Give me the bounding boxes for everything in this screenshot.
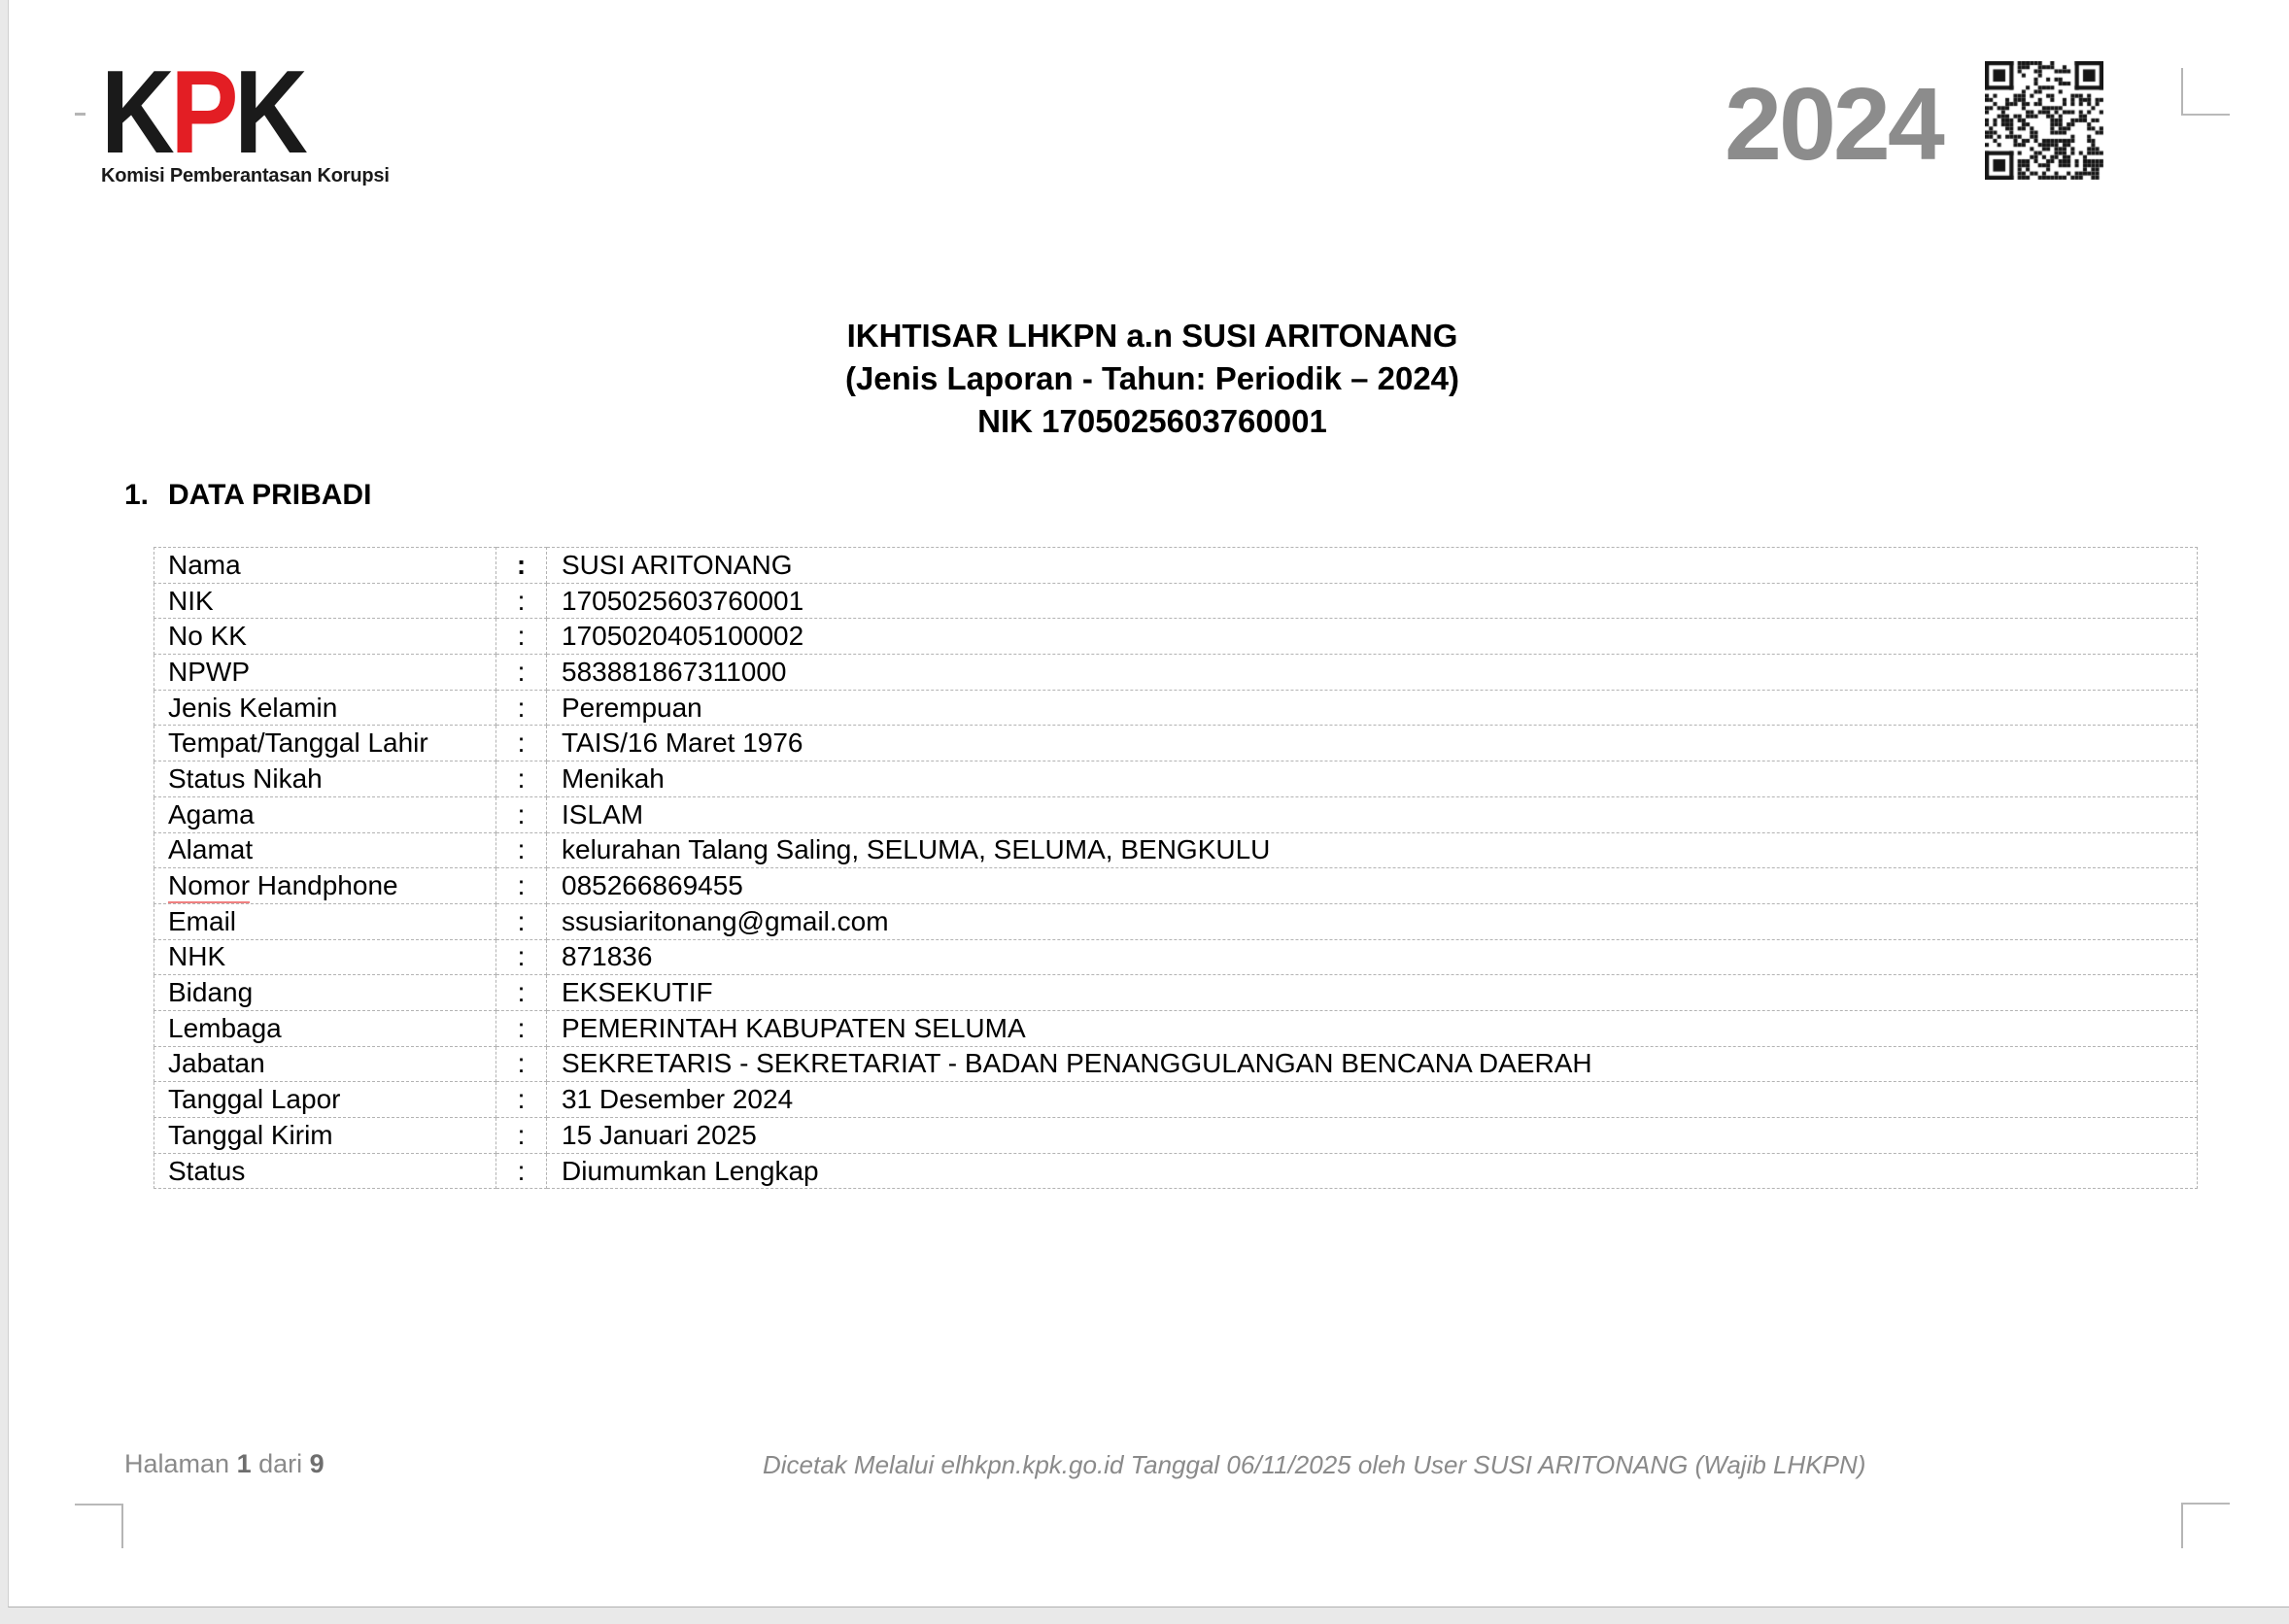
field-separator: : [496, 1082, 547, 1118]
table-row [154, 1153, 2198, 1189]
field-label: Jenis Kelamin [154, 690, 496, 726]
table-row [154, 1010, 2198, 1046]
personal-data-table [154, 547, 2198, 1189]
title-line-2: (Jenis Laporan - Tahun: Periodik – 2024) [844, 360, 1460, 396]
table-row [154, 583, 2198, 619]
table-row [154, 1082, 2198, 1118]
table-row [154, 796, 2198, 832]
page-total: 9 [309, 1449, 325, 1478]
field-value: 1705020405100002 [547, 619, 2198, 655]
table-row [154, 832, 2198, 868]
table-row [154, 975, 2198, 1011]
field-separator: : [496, 655, 547, 691]
field-value: EKSEKUTIF [547, 975, 2198, 1011]
table-row [154, 655, 2198, 691]
field-separator: : [496, 583, 547, 619]
field-separator: : [496, 1046, 547, 1082]
title-line-1: IKHTISAR LHKPN a.n SUSI ARITONANG [846, 318, 1458, 354]
table-row [154, 903, 2198, 939]
field-label: Tempat/Tanggal Lahir [154, 726, 496, 761]
field-value: kelurahan Talang Saling, SELUMA, SELUMA, BENGKULU [547, 832, 2198, 868]
field-label: Tanggal Lapor [154, 1082, 496, 1118]
field-label: Alamat [154, 832, 496, 868]
field-label: Lembaga [154, 1010, 496, 1046]
title-line-3: NIK 1705025603760001 [977, 403, 1327, 439]
field-label: Tanggal Kirim [154, 1118, 496, 1154]
field-value: 085266869455 [547, 868, 2198, 904]
field-separator: : [496, 975, 547, 1011]
field-label: NIK [154, 583, 496, 619]
field-separator: : [496, 761, 547, 797]
table-row [154, 548, 2198, 584]
field-value: 15 Januari 2025 [547, 1118, 2198, 1154]
table-row [154, 726, 2198, 761]
report-year-badge: 2024 [1725, 67, 1942, 182]
field-separator: : [496, 1153, 547, 1189]
field-separator: : [496, 619, 547, 655]
field-value: 871836 [547, 939, 2198, 975]
table-row [154, 619, 2198, 655]
field-separator: : [496, 726, 547, 761]
field-value: 31 Desember 2024 [547, 1082, 2198, 1118]
personal-data-body [154, 548, 2198, 1189]
field-value: 583881867311000 [547, 655, 2198, 691]
table-row [154, 1118, 2198, 1154]
field-separator: : [496, 903, 547, 939]
field-value: ssusiaritonang@gmail.com [547, 903, 2198, 939]
page-prefix: Halaman [124, 1449, 230, 1478]
field-label: Nomor Handphone [154, 868, 496, 904]
field-label: Jabatan [154, 1046, 496, 1082]
table-row [154, 761, 2198, 797]
field-separator: : [496, 832, 547, 868]
field-label: NPWP [154, 655, 496, 691]
field-separator: : [496, 690, 547, 726]
field-value: SUSI ARITONANG [547, 548, 2198, 584]
page-current: 1 [236, 1449, 252, 1478]
field-value: ISLAM [547, 796, 2198, 832]
section-heading-data-pribadi [124, 479, 371, 512]
field-separator: : [496, 548, 547, 584]
kpk-logo-text: KPK [101, 46, 304, 178]
top-left-crop-mark [75, 113, 85, 116]
field-label: NHK [154, 939, 496, 975]
document-title [75, 315, 2230, 443]
field-label: No KK [154, 619, 496, 655]
field-label: Agama [154, 796, 496, 832]
field-separator: : [496, 868, 547, 904]
field-label: Status Nikah [154, 761, 496, 797]
table-row [154, 1046, 2198, 1082]
qr-code [1985, 61, 2103, 180]
field-value: 1705025603760001 [547, 583, 2198, 619]
field-value: Menikah [547, 761, 2198, 797]
field-separator: : [496, 1010, 547, 1046]
field-label: Nama [154, 548, 496, 584]
field-label: Status [154, 1153, 496, 1189]
field-separator: : [496, 939, 547, 975]
field-separator: : [496, 796, 547, 832]
bottom-right-crop-mark [2181, 1503, 2230, 1548]
bottom-left-crop-mark [75, 1504, 123, 1548]
kpk-logo [101, 46, 412, 187]
printed-note: Dicetak Melalui elhkpn.kpk.go.id Tanggal 06/11/2025 oleh User SUSI ARITONANG (Wajib LHKPN) [763, 1450, 1866, 1479]
table-row [154, 868, 2198, 904]
field-value: SEKRETARIS - SEKRETARIAT - BADAN PENANGGULANGAN BENCANA DAERAH [547, 1046, 2198, 1082]
field-value: Perempuan [547, 690, 2198, 726]
spellcheck-underlined-word: Nomor [168, 870, 250, 903]
table-row [154, 690, 2198, 726]
field-value: PEMERINTAH KABUPATEN SELUMA [547, 1010, 2198, 1046]
section-number: 1. [124, 479, 150, 511]
field-value: Diumumkan Lengkap [547, 1153, 2198, 1189]
kpk-logo-subtitle: Komisi Pemberantasan Korupsi [101, 165, 390, 186]
table-row [154, 939, 2198, 975]
page-mid: dari [258, 1449, 303, 1478]
top-right-crop-mark [2181, 68, 2230, 116]
page-number-indicator [124, 1449, 325, 1479]
field-label: Bidang [154, 975, 496, 1011]
field-label: Email [154, 903, 496, 939]
field-value: TAIS/16 Maret 1976 [547, 726, 2198, 761]
field-separator: : [496, 1118, 547, 1154]
section-label: DATA PRIBADI [168, 479, 372, 511]
